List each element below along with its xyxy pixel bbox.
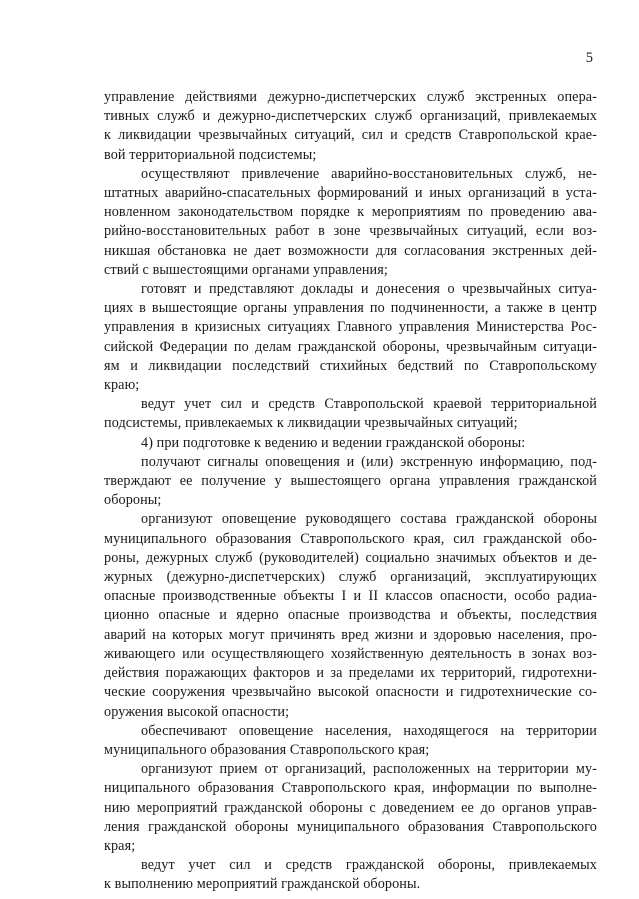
text-line: циях в вышестоящие органы управления по подчиненности, а также в центр [104,300,597,317]
text-line: краю; [104,377,140,394]
text-line: обеспечивают оповещение населения, находящегося на территории [141,722,597,739]
text-line: ям и ликвидации последствий стихийных бедствий по Ставропольскому [104,357,597,374]
text-line: тверждают ее получение у вышестоящего органа управления гражданской [104,473,597,490]
paragraph [104,722,597,760]
text-line: ционно опасные и ядерно опасные производства и объекты, последствия [104,607,597,624]
paragraph [104,395,597,433]
text-line: ведут учет сил и средств гражданской обороны, привлекаемых [141,857,597,874]
text-line: новленном законодательством порядке к мероприятиям по проведению ава- [104,204,597,221]
text-line: обороны; [104,492,162,509]
text-line: ления гражданской обороны муниципального образования Ставропольского [104,818,597,835]
paragraph [104,280,597,395]
document-body [104,88,597,895]
text-line: муниципального образования Ставропольского края; [104,741,430,758]
paragraph [104,510,597,721]
text-line: осуществляют привлечение аварийно-восстановительных служб, не- [141,165,597,182]
text-line: 4) при подготовке к ведению и ведении гражданской обороны: [141,434,526,451]
paragraph [104,434,597,453]
paragraph [104,453,597,511]
text-line: журных (дежурно-диспетчерских) служб организаций, эксплуатирующих [104,569,597,586]
text-line: сийской Федерации по делам гражданской обороны, чрезвычайным ситуаци- [104,338,597,355]
text-line: никшая обстановка не дает возможности для согласования экстренных дей- [104,242,597,259]
text-line: ческие сооружения чрезвычайно высокой опасности и гидротехнические со- [104,684,597,701]
paragraph [104,760,597,856]
text-line: роны, дежурных служб (руководителей) социально значимых объектов и де- [104,549,597,566]
text-line: оружения высокой опасности; [104,703,290,720]
text-line: рийно-восстановительных работ в зоне чрезвычайных ситуаций, если воз- [104,223,597,240]
text-line: нию мероприятий гражданской обороны с доведением ее до органов управ- [104,799,597,816]
text-line: ствий с вышестоящими органами управления; [104,261,388,278]
text-line: живающего или осуществляющего хозяйственную деятельность в зонах воз- [104,645,597,662]
page-number: 5 [585,50,593,66]
text-line: опасные производственные объекты I и II классов опасности, особо радиа- [104,588,597,605]
text-line: управление действиями дежурно-диспетчерских служб экстренных опера- [104,89,597,105]
text-line: действия поражающих факторов и за пределами их территорий, гидротехни- [104,665,597,682]
text-line: подсистемы, привлекаемых к ликвидации чрезвычайных ситуаций; [104,415,518,432]
text-line: получают сигналы оповещения и (или) экстренную информацию, под- [141,453,597,470]
text-line: ведут учет сил и средств Ставропольской краевой территориальной [141,396,597,413]
text-line: аварий на которых могут причинять вред жизни и здоровью населения, про- [104,626,597,643]
text-line: организуют оповещение руководящего состава гражданской обороны [141,511,597,528]
text-line: готовят и представляют доклады и донесения о чрезвычайных ситуа- [141,281,597,298]
text-line: муниципального образования Ставропольского края, сил гражданской обо- [104,530,597,547]
paragraph [104,88,597,165]
text-line: края; [104,837,136,854]
paragraph [104,856,597,894]
text-line: тивных служб и дежурно-диспетчерских служб организаций, привлекаемых [104,108,597,125]
text-line: вой территориальной подсистемы; [104,146,317,163]
text-line: штатных аварийно-спасательных формирований и иных организаций в уста- [104,185,597,202]
text-line: управления в кризисных ситуациях Главного управления Министерства Рос- [104,319,597,336]
text-line: к ликвидации чрезвычайных ситуаций, сил и средств Ставропольской крае- [104,127,597,144]
paragraph [104,165,597,280]
text-line: ниципального образования Ставропольского края, информации по выполне- [104,780,597,797]
text-line: организуют прием от организаций, расположенных на территории му- [141,761,597,778]
text-line: к выполнению мероприятий гражданской обороны. [104,876,421,893]
